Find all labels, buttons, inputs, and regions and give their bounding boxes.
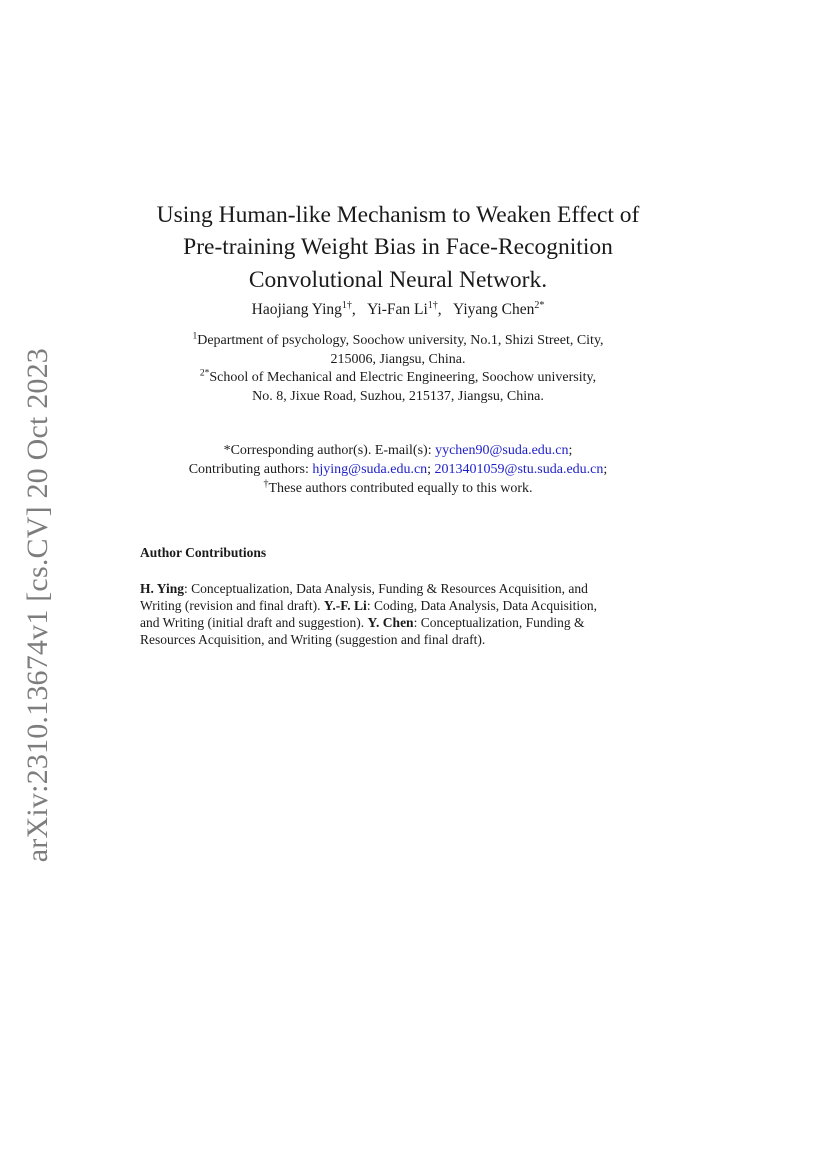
title-line-3: Convolutional Neural Network. — [248, 266, 548, 293]
affiliation-1 — [140, 332, 656, 369]
contribution-text: : Coding, Data Analysis, Data Acquisition, — [366, 598, 598, 613]
contributing-label: Contributing authors: — [188, 462, 313, 477]
punctuation: ; — [568, 443, 573, 458]
contributions-line-1 — [140, 580, 658, 597]
arxiv-identifier: arXiv:2310.13674v1 [cs.CV] 20 Oct 2023 — [21, 347, 54, 863]
author-name: Yiyang Chen — [452, 301, 535, 318]
contributing-line — [140, 460, 656, 479]
affiliation-1-line-1 — [140, 332, 656, 351]
paper-title — [140, 199, 656, 297]
author-affil-mark: 2* — [534, 299, 545, 311]
contribution-text: : Conceptualization, Data Analysis, Funding & Resources Acquisition, and — [184, 581, 588, 596]
author-list — [140, 300, 656, 320]
arxiv-side-stamp — [16, 347, 60, 863]
contributions-line-2 — [140, 597, 658, 614]
contributor-name: Y.-F. Li — [323, 598, 367, 613]
punctuation: ; — [603, 462, 608, 477]
corresponding-email-link[interactable]: yychen90@suda.edu.cn — [435, 443, 569, 458]
author-separator: , — [437, 301, 442, 318]
affiliation-2-line-1 — [140, 369, 656, 388]
contributions-line-3 — [140, 614, 658, 631]
contributing-email-link-1[interactable]: hjying@suda.edu.cn — [312, 462, 428, 477]
punctuation: ; — [427, 462, 435, 477]
author-separator: , — [351, 301, 356, 318]
contributions-line-4: Resources Acquisition, and Writing (suggestion and final draft). — [140, 632, 486, 647]
title-line-1: Using Human-like Mechanism to Weaken Effect of — [156, 201, 640, 228]
contribution-text: Writing (revision and final draft). — [140, 598, 324, 613]
affiliation-text: Department of psychology, Soochow university, No.1, Shizi Street, City, — [197, 333, 604, 348]
affiliation-2-line-2: No. 8, Jixue Road, Suzhou, 215137, Jiangsu, China. — [252, 388, 544, 404]
affiliation-1-line-2: 215006, Jiangsu, China. — [330, 351, 466, 367]
contributing-email-link-2[interactable]: 2013401059@stu.suda.edu.cn — [434, 462, 604, 477]
contribution-text: : Conceptualization, Funding & — [413, 615, 585, 630]
contributions-paragraph — [140, 580, 658, 648]
equal-contribution-text: These authors contributed equally to this work. — [268, 481, 533, 496]
affiliation-mark: 2* — [199, 368, 210, 379]
author-2 — [367, 301, 438, 318]
dagger-mark: † — [263, 478, 269, 490]
contact-block — [140, 441, 656, 498]
author-3 — [453, 301, 544, 318]
author-1 — [252, 301, 352, 318]
author-name: Yi-Fan Li — [367, 301, 428, 318]
contributions-heading: Author Contributions — [140, 545, 267, 560]
equal-contribution-note — [140, 479, 656, 498]
contributor-name: Y. Chen — [367, 615, 414, 630]
corresponding-line — [140, 441, 656, 460]
contributor-name: H. Ying — [140, 581, 185, 596]
title-line-2: Pre-training Weight Bias in Face-Recognition — [183, 234, 613, 261]
affiliation-mark: 1 — [192, 331, 198, 342]
affiliation-text: School of Mechanical and Electric Engineering, Soochow university, — [209, 370, 597, 385]
affiliation-2 — [140, 369, 656, 406]
author-name: Haojiang Ying — [251, 301, 342, 318]
contribution-text: and Writing (initial draft and suggestion). — [140, 615, 368, 630]
author-affil-mark: 1† — [341, 299, 352, 311]
author-affil-mark: 1† — [427, 299, 438, 311]
corresponding-label: *Corresponding author(s). E-mail(s): — [223, 443, 436, 458]
